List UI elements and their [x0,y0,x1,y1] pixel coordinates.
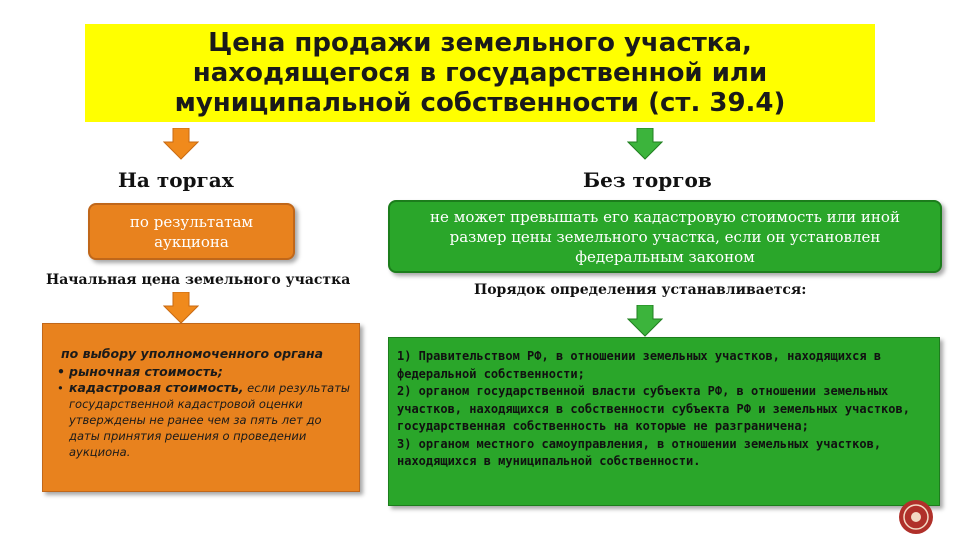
list-item: 3) органом местного самоуправления, в отношении земельных участков, находящихся в муниципальной собственности. [397,436,882,468]
right-detail-box [388,337,940,506]
no-bid-box-text: не может превышать его кадастровую стоимость или иной размер цены земельного участка, если он установлен федеральным законом [430,207,900,266]
right-subheading: Порядок определения устанавливается: [474,282,807,298]
title-banner [85,24,875,122]
down-arrow-icon [163,128,199,160]
auction-box [88,203,295,260]
down-arrow-icon [627,128,663,160]
list-item [69,364,351,380]
left-subheading: Начальная цена земельного участка [46,272,351,288]
list-item [69,380,351,460]
down-arrow-icon [627,305,663,337]
left-heading: На торгах [118,168,234,192]
list-item: 2) органом государственной власти субъекта РФ, в отношении земельных участков, находящихся в собственности субъекта РФ и земельных участков, государственная собственность на которые не разграничена; [397,384,910,433]
seal-icon [898,499,934,535]
right-heading: Без торгов [583,168,712,192]
down-arrow-icon [163,292,199,324]
list-item: 1) Правительством РФ, в отношении земельных участков, находящихся в федеральной собственности; [397,349,882,381]
left-detail-box [42,323,360,492]
page-title: Цена продажи земельного участка, находящегося в государственной или муниципальной собственности (ст. 39.4) [174,28,786,118]
list-item-bold-text: кадастровая стоимость, [69,380,244,395]
no-bid-box [388,200,942,273]
list-item-text: если результаты государственной кадастровой оценки утверждены не ранее чем за пять лет до даты принятия решения о проведении аукциона. [69,381,350,459]
list-item-text: рыночная стоимость; [69,364,223,379]
left-detail-list [57,364,351,460]
auction-box-text: по результатам аукциона [129,212,254,251]
left-detail-lead: по выбору уполномоченного органа [61,346,324,361]
